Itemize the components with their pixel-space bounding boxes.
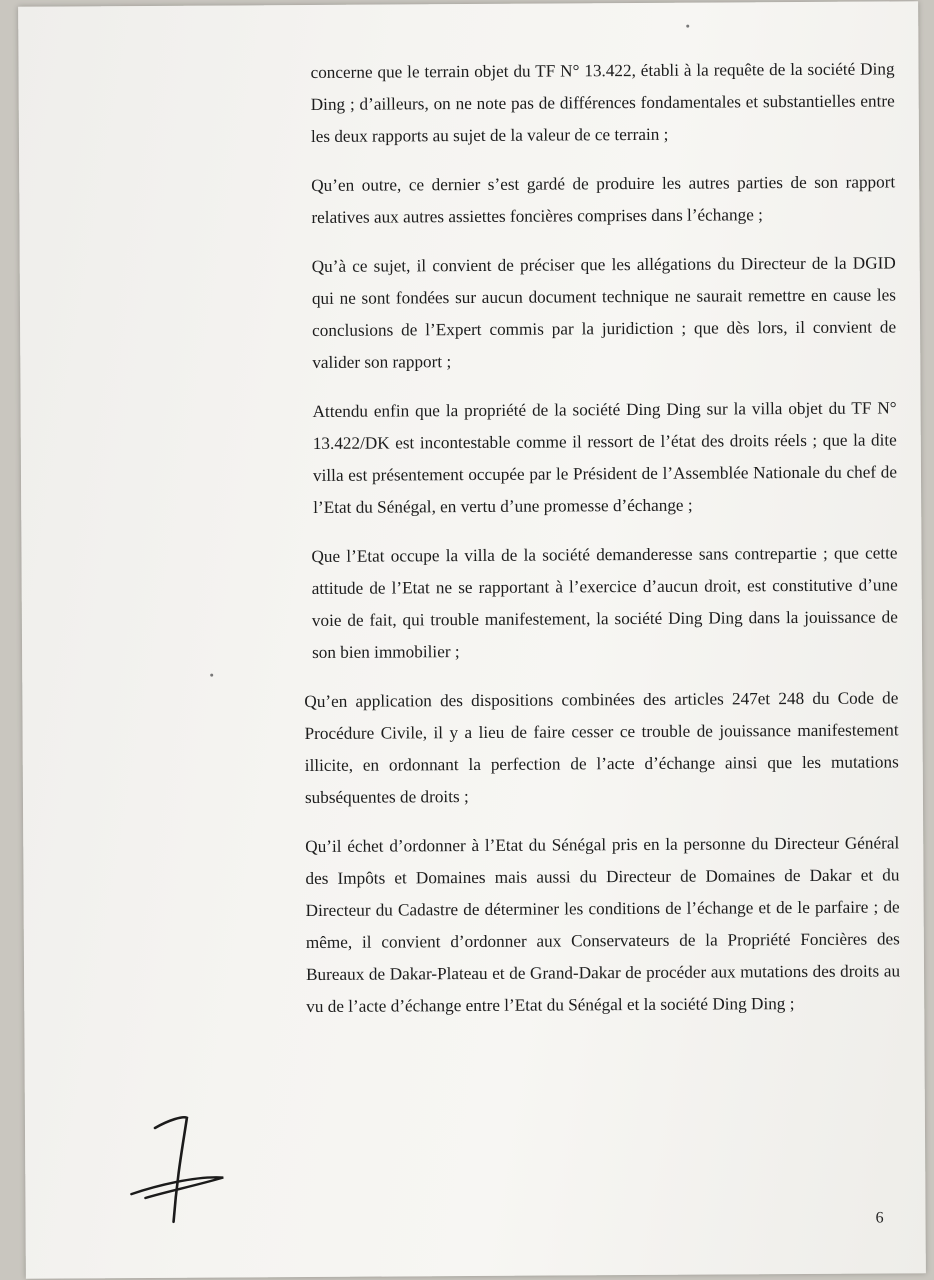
paragraph: Qu’en application des dispositions combinées des articles 247et 248 du Code de Procédure Civile, il y a lieu de faire cesser ce trouble de jouissance manifestement illicite, en ordonnant la perfection de l’acte d’échange ainsi que les mutations subséquentes de droits ; xyxy=(304,688,899,808)
paragraph: Qu’il échet d’ordonner à l’Etat du Sénégal pris en la personne du Directeur Général des Impôts et Domaines mais aussi du Directeur de Domaines de Dakar et du Directeur du Cadastre de déterminer les conditions de l’échange et de le parfaire ; de même, il convient d’ordonner aux Conservateurs de la Propriété Foncières des Bureaux de Dakar-Plateau et de Grand-Dakar de procéder aux mutations des droits au vu de l’acte d’échange entre l’Etat du Sénégal et la société Ding Ding ; xyxy=(305,833,901,1017)
paragraph: Attendu enfin que la propriété de la société Ding Ding sur la villa objet du TF N° 13.422/DK est incontestable comme il ressort de l’état des droits réels ; que la dite villa est présentement occupée par le Président de l’Assemblée Nationale du chef de l’Etat du Sénégal, en vertu d’une promesse d’échange ; xyxy=(312,398,898,517)
page-number: 6 xyxy=(875,1209,884,1227)
paragraph: concerne que le terrain objet du TF N° 13.422, établi à la requête de la société Ding Ding ; d’ailleurs, on ne note pas de différences fondamentales et substantielles entre les deux rapports au sujet de la valeur de ce terrain ; xyxy=(310,59,895,146)
paper-speck xyxy=(686,25,689,28)
paragraph: Que l’Etat occupe la villa de la société demanderesse sans contrepartie ; que cette attitude de l’Etat ne se rapportant à l’exercice d’aucun droit, est constitutive d’une voie de fait, qui trouble manifestement, la société Ding Ding dans la jouissance de son bien immobilier ; xyxy=(311,543,898,662)
paragraph: Qu’à ce sujet, il convient de préciser que les allégations du Directeur de la DGID qui ne sont fondées sur aucun document technique ne saurait remettre en cause les conclusions de l’Expert commis par la juridiction ; que dès lors, il convient de valider son rapport ; xyxy=(311,253,897,372)
handwritten-initial-icon xyxy=(125,1113,236,1229)
paragraph: Qu’en outre, ce dernier s’est gardé de produire les autres parties de son rapport relatives aux autres assiettes foncières comprises dans l’échange ; xyxy=(311,172,896,227)
document-page xyxy=(18,1,926,1278)
body-text xyxy=(304,53,901,1040)
paper-speck xyxy=(210,674,213,677)
